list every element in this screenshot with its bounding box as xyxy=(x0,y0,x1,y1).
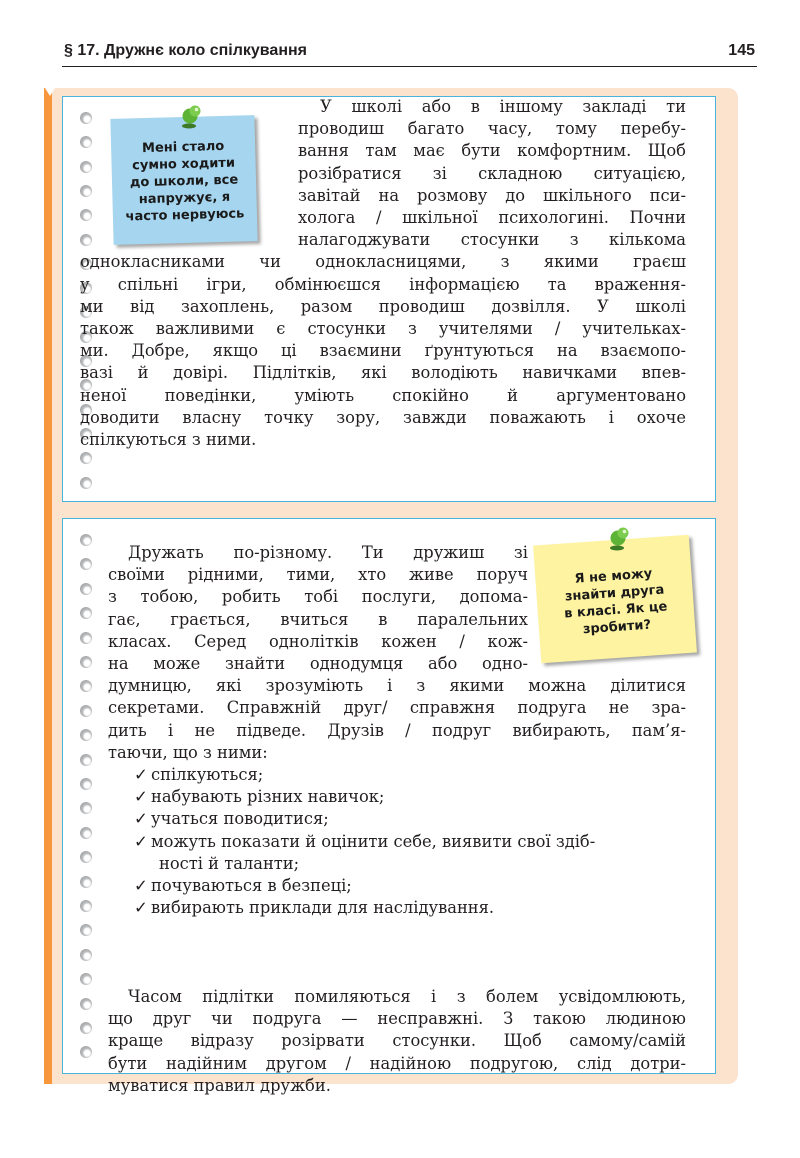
check-mark-icon: ✓ xyxy=(134,765,148,784)
checklist-item-text: можуть показати й оцінити себе, виявити свої здіб- xyxy=(151,831,596,851)
text-line: доводити власну точку зору, завжди поважають і охоче xyxy=(80,407,686,427)
text-line: У школі або в іншому закладі ти xyxy=(320,97,686,116)
checklist-item-text: почуваються в безпеці; xyxy=(151,876,352,896)
text-line: Дружать по-різному. Ти дружиш зі xyxy=(128,543,528,562)
text-line: що друг чи подруга — несправжні. З такою людиною xyxy=(108,1009,686,1029)
text-line: гає, грається, вчиться в паралельних xyxy=(108,609,528,629)
text-line: вазі й довірі. Підлітків, які володіють навичками впев- xyxy=(80,363,686,383)
text-line: таючи, що з ними: xyxy=(108,742,268,762)
text-line: завітай на розмову до шкільного пси- xyxy=(298,185,686,205)
section-title: § 17. Дружнє коло спілкування xyxy=(64,42,307,59)
friendship-outro xyxy=(108,986,686,1097)
checklist-item xyxy=(134,808,686,830)
text-line: бути надійним другом / надійною подругою, слід дотри- xyxy=(108,1053,686,1073)
binder-hole-icon xyxy=(80,754,92,766)
checklist-item xyxy=(134,875,686,897)
checklist-item xyxy=(134,764,686,786)
text-line: дить і не підведе. Друзів / подруг вибирають, пам’я- xyxy=(108,720,686,740)
binder-hole-icon xyxy=(80,949,92,961)
check-mark-icon: ✓ xyxy=(134,787,148,807)
binder-hole-icon xyxy=(80,876,92,888)
text-line: вання там має бути комфортним. Щоб xyxy=(298,141,686,161)
sticky-note-line: напружує, я xyxy=(138,189,231,208)
text-line: однокласниками чи однокласницями, з якими граєш xyxy=(80,252,686,272)
text-line: муватися правил дружби. xyxy=(108,1075,331,1095)
sticky-note-line: знайти друга xyxy=(564,582,665,605)
binder-hole-icon xyxy=(80,1022,92,1034)
text-line: налагоджувати стосунки з кількома xyxy=(298,230,686,250)
text-line: ми від захоплень, разом проводиш дозвілля. У школі xyxy=(80,296,686,316)
text-line: на може знайти однодумця або одно- xyxy=(108,654,528,674)
check-mark-icon: ✓ xyxy=(134,831,148,851)
binder-hole-icon xyxy=(80,632,92,644)
check-mark-icon: ✓ xyxy=(134,898,148,918)
text-line: у спільні ігри, обмінюєшся інформацією та враження- xyxy=(80,274,686,294)
check-mark-icon: ✓ xyxy=(134,876,148,896)
sticky-note-line: часто нервуюсь xyxy=(125,206,245,225)
binder-hole-icon xyxy=(80,998,92,1010)
text-line: класах. Серед однолітків кожен / кож- xyxy=(108,631,528,651)
text-line: з тобою, робить тобі послуги, допома- xyxy=(108,587,528,607)
check-mark-icon: ✓ xyxy=(134,809,148,829)
page-header xyxy=(62,42,757,67)
text-line: Часом підлітки помиляються і з болем усвідомлюють, xyxy=(128,987,686,1006)
checklist-item-text: учаться поводитися; xyxy=(151,809,329,829)
checklist-item-text: спілкуються; xyxy=(151,765,264,784)
binder-hole-icon xyxy=(80,656,92,668)
binder-hole-icon xyxy=(80,583,92,595)
binder-hole-icon xyxy=(80,900,92,912)
checklist-item-text: набувають різних навичок; xyxy=(151,787,385,807)
school-paragraph xyxy=(80,96,686,451)
text-line: секретами. Справжній друг/ справжня подруга не зра- xyxy=(108,698,686,718)
text-line: розібратися зі складною ситуацією, xyxy=(298,163,686,183)
checklist-item-text: ності й таланти; xyxy=(159,853,300,873)
text-line: краще відразу розірвати стосунки. Щоб самому/самій xyxy=(108,1031,686,1051)
binder-hole-icon xyxy=(80,477,92,489)
sticky-note-line: Я не можу xyxy=(574,566,653,587)
binder-hole-icon xyxy=(80,778,92,790)
checklist-item xyxy=(134,897,686,919)
text-line: проводиш багато часу, тому перебу- xyxy=(298,119,686,139)
sticky-note-line: Мені стало xyxy=(141,138,225,157)
sticky-note-line: сумно ходити xyxy=(131,155,236,174)
orange-accent-bar xyxy=(44,88,52,1084)
friendship-checklist xyxy=(134,764,686,919)
friendship-intro xyxy=(108,542,686,764)
text-line: думницю, які зрозуміють і з якими можна ділитися xyxy=(108,676,686,696)
binder-hole-icon xyxy=(80,827,92,839)
text-line: спілкуються з ними. xyxy=(80,430,257,450)
text-line: також важливими є стосунки з учителями / учительках- xyxy=(80,319,686,339)
page-number: 145 xyxy=(728,42,755,59)
checklist-item-text: вибирають приклади для наслідування. xyxy=(151,898,495,918)
text-line: холога / шкільної психологині. Почни xyxy=(298,208,686,228)
sticky-note-line: зробити? xyxy=(582,617,652,638)
text-line: своїми рідними, тими, хто живе поруч xyxy=(108,565,528,585)
binder-hole-icon xyxy=(80,534,92,546)
orange-notch xyxy=(45,88,55,96)
sticky-note-line: в класі. Як це xyxy=(563,599,668,622)
checklist-item xyxy=(134,831,686,875)
binder-hole-icon xyxy=(80,705,92,717)
text-line: неної поведінки, уміють спокійно й аргументовано xyxy=(80,385,686,405)
checklist-item xyxy=(134,786,686,808)
text-line: ми. Добре, якщо ці взаємини ґрунтуються на взаємопо- xyxy=(80,341,686,361)
sticky-note-line: до школи, все xyxy=(129,172,239,191)
